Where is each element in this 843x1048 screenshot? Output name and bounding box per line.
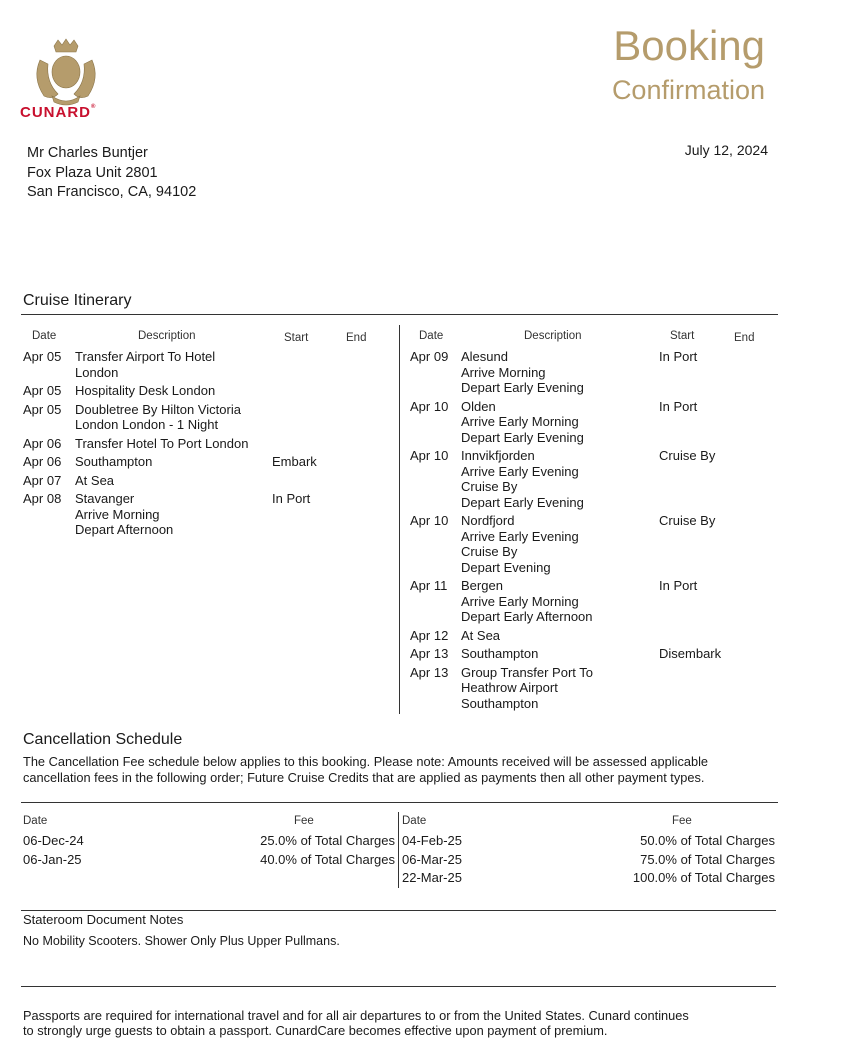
itinerary-date: Apr 08	[23, 491, 62, 506]
itin-header-end: End	[346, 332, 367, 344]
itinerary-description: Hospitality Desk London	[75, 383, 216, 398]
cancellation-date: 22-Mar-25	[402, 870, 462, 886]
itinerary-start: In Port	[659, 349, 698, 364]
page-title: Booking	[613, 22, 765, 69]
itinerary-description: At Sea	[75, 472, 115, 488]
itin-header-description-2: Description	[524, 330, 582, 342]
cancellation-fee: 75.0% of Total Charges	[640, 851, 775, 867]
itinerary-date: Apr 09	[410, 349, 449, 364]
itin-header-start: Start	[284, 332, 309, 344]
footer-line-1: Passports are required for international travel and for all air departures to or from the United States. Cunard continues	[23, 1008, 689, 1023]
cancellation-date: 06-Dec-24	[23, 833, 84, 848]
itinerary-date: Apr 10	[410, 448, 449, 463]
itinerary-date: Apr 05	[23, 401, 62, 417]
itinerary-date: Apr 13	[410, 664, 449, 680]
cancellation-fee: 25.0% of Total Charges	[260, 833, 395, 848]
address-line-1: Fox Plaza Unit 2801	[27, 164, 158, 181]
itinerary-date: Apr 05	[23, 349, 62, 364]
itinerary-date: Apr 06	[23, 454, 62, 469]
stateroom-title: Stateroom Document Notes	[23, 912, 184, 927]
column-divider	[399, 325, 400, 714]
stateroom-text: No Mobility Scooters. Shower Only Plus Upper Pullmans.	[23, 934, 340, 948]
itinerary-description: Transfer Hotel To Port London	[75, 435, 249, 451]
divider	[21, 986, 776, 987]
itinerary-description: Bergen Arrive Early Morning Depart Early Afternoon	[461, 578, 593, 624]
footer-line-2: to strongly urge guests to obtain a passport. CunardCare becomes effective upon payment of premium.	[23, 1023, 608, 1038]
itin-header-date: Date	[32, 330, 57, 342]
itinerary-description: Southampton	[461, 646, 539, 661]
itin-header-end-2: End	[734, 332, 755, 344]
itinerary-date: Apr 11	[410, 578, 448, 593]
divider	[21, 802, 778, 803]
itinerary-start: Disembark	[659, 646, 722, 661]
itinerary-description: Doubletree By Hilton Victoria London London - 1 Night	[75, 401, 241, 432]
recipient-name: Mr Charles Buntjer	[27, 145, 148, 161]
page-subtitle: Confirmation	[611, 75, 765, 105]
letter-date: July 12, 2024	[684, 142, 768, 158]
itinerary-date: Apr 12	[410, 627, 449, 643]
itinerary-start: Cruise By	[659, 513, 716, 528]
itin-header-date-2: Date	[419, 330, 444, 342]
itinerary-description: Olden Arrive Early Morning Depart Early Evening	[461, 398, 584, 445]
address-line-2: San Francisco, CA, 94102	[27, 184, 197, 200]
itinerary-date: Apr 10	[410, 398, 449, 414]
footer-note	[23, 1008, 689, 1038]
itin-header-description: Description	[138, 330, 196, 342]
itinerary-description: Southampton	[75, 454, 153, 469]
itin-header-start-2: Start	[670, 330, 695, 342]
cancellation-date: 06-Mar-25	[402, 851, 462, 867]
itinerary-description: Nordfjord Arrive Early Evening Cruise By Depart Evening	[461, 513, 579, 575]
itinerary-description: Innvikfjorden Arrive Early Evening Cruise By Depart Early Evening	[461, 448, 584, 510]
itinerary-start: Embark	[272, 454, 317, 469]
itinerary-description: Transfer Airport To Hotel London	[75, 349, 216, 380]
itinerary-start: In Port	[659, 398, 698, 414]
itinerary-date: Apr 07	[23, 472, 62, 488]
cancel-header-fee: Fee	[294, 815, 314, 827]
cancel-header-date: Date	[23, 815, 48, 827]
cancellation-date: 04-Feb-25	[402, 833, 462, 848]
divider	[21, 314, 778, 315]
itinerary-description: Group Transfer Port To Heathrow Airport Southampton	[461, 664, 593, 711]
itinerary-date: Apr 10	[410, 513, 449, 528]
cancellation-fee: 100.0% of Total Charges	[632, 870, 775, 886]
cancel-header-date-2: Date	[402, 815, 427, 827]
divider	[21, 910, 776, 911]
cancellation-fee: 40.0% of Total Charges	[260, 851, 395, 867]
cancellation-note: The Cancellation Fee schedule below applies to this booking. Please note: Amounts received will be assessed applicable cancellation fees in the following order; Future Cruise Credits that are applied as payments then all other payment types.	[23, 754, 709, 785]
itinerary-start: Cruise By	[659, 448, 716, 463]
column-divider	[398, 812, 399, 888]
cancellation-title: Cancellation Schedule	[23, 731, 183, 748]
itinerary-description: Stavanger Arrive Morning Depart Afternoon	[75, 491, 174, 537]
itinerary-title: Cruise Itinerary	[23, 292, 132, 309]
itinerary-date: Apr 05	[23, 383, 62, 398]
cancel-header-fee-2: Fee	[672, 815, 692, 827]
itinerary-start: In Port	[272, 491, 311, 506]
brand-wordmark: CUNARD®	[20, 104, 97, 121]
itinerary-start: In Port	[659, 578, 698, 593]
itinerary-date: Apr 06	[23, 435, 62, 451]
cancellation-date: 06-Jan-25	[23, 851, 82, 867]
itinerary-description: At Sea	[461, 627, 501, 643]
recipient-address	[27, 144, 196, 203]
itinerary-description: Alesund Arrive Morning Depart Early Evening	[461, 349, 584, 395]
cancellation-fee: 50.0% of Total Charges	[640, 833, 775, 848]
itinerary-date: Apr 13	[410, 646, 449, 661]
